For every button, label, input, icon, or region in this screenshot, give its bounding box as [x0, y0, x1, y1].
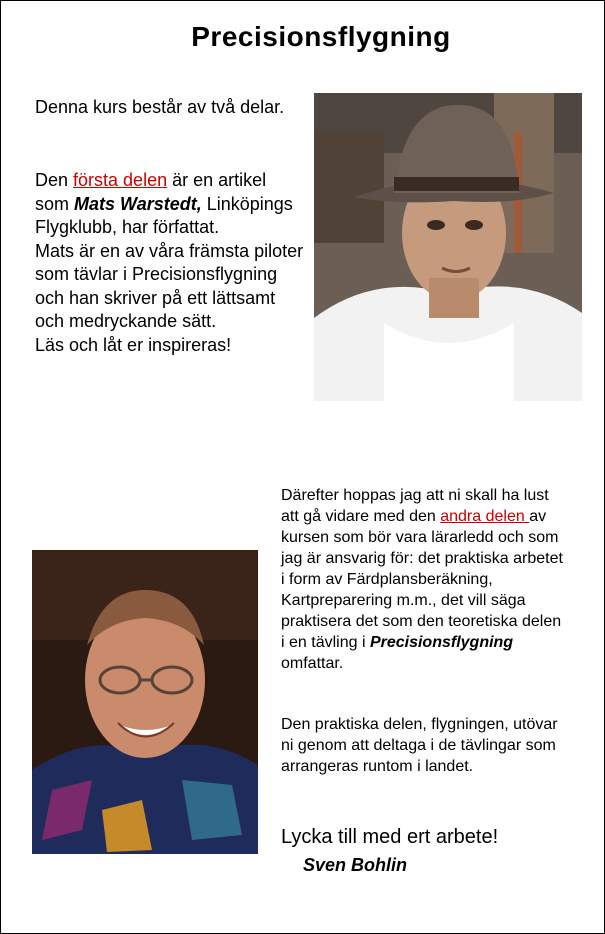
forsta-delen-link[interactable]: första delen: [73, 170, 168, 190]
photo-man-in-hat-drawing: [314, 93, 582, 401]
photo-sven-bohlin-drawing: [32, 550, 258, 854]
part3-paragraph: Den praktiska delen, flygningen, utövar ni genom att deltaga i de tävlingar som arrangeras runtom i landet.: [281, 716, 558, 775]
part1-text-before: Den: [35, 170, 74, 190]
andra-delen-link[interactable]: andra delen: [440, 508, 530, 525]
part2-text-before: Därefter hoppas jag att ni skall ha lust att gå vidare med den: [281, 487, 549, 525]
author-name: Mats Warstedt,: [74, 193, 202, 214]
part1-text-mid: är en artikel som: [35, 170, 267, 214]
part2-text-mid: av kursen som bör vara lärarledd och som jag är ansvarig för: det praktiska arbetet i form av Färdplansberäkning, Kartpreparering m.m., det vill säga praktisera det som den teoretiska delen i en tävling i: [281, 508, 563, 651]
intro-paragraph: Denna kurs består av två delar.: [35, 97, 285, 117]
closing-line: Lycka till med ert arbete!: [281, 826, 499, 848]
photo-sven-bohlin: [32, 550, 258, 854]
signature: Sven Bohlin: [303, 855, 408, 875]
part2-text-after: omfattar.: [281, 655, 344, 672]
part1-line2: Mats är en av våra främsta piloter som tävlar i Precisionsflygning och han skriver på ett lättsamt och medryckande sätt.: [35, 240, 304, 331]
part1-paragraph: [35, 169, 305, 357]
part1-text-after: Linköpings Flygklubb, har författat.: [35, 193, 293, 237]
part2-emphasis: Precisionsflygning: [369, 634, 514, 651]
photo-man-in-hat: [314, 93, 582, 401]
page-title: Precisionsflygning: [191, 21, 451, 52]
part2-paragraph: [281, 485, 567, 674]
part1-line3: Läs och låt er inspireras!: [35, 334, 232, 355]
